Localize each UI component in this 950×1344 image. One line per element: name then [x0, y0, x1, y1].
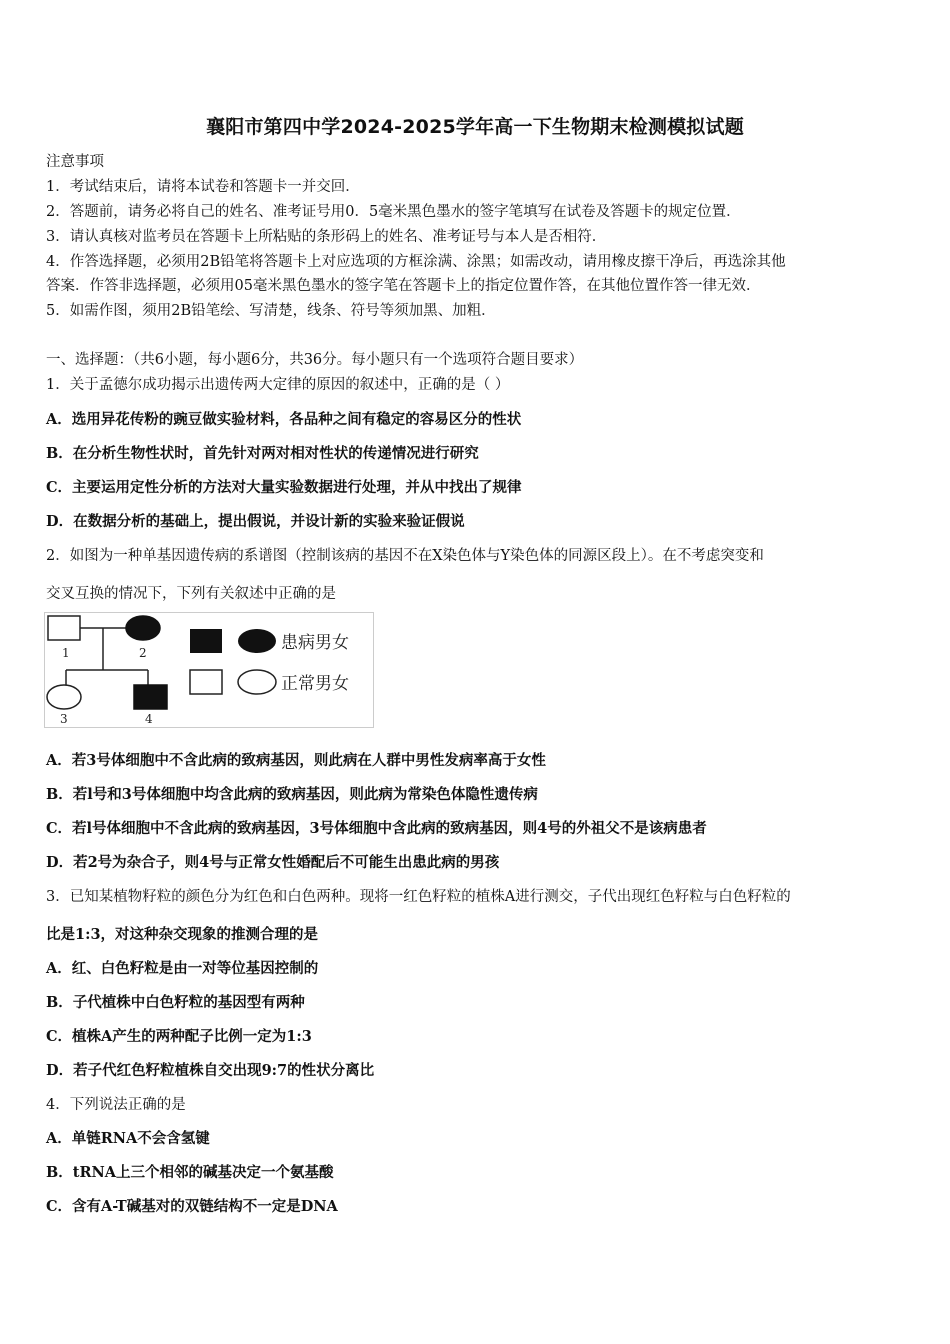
q1-option-c: C．主要运用定性分析的方法对大量实验数据进行处理，并从中找出了规律	[46, 479, 522, 496]
q1-stem: 1．关于孟德尔成功揭示出遗传两大定律的原因的叙述中，正确的是（ ）	[46, 377, 510, 393]
notice-heading: 注意事项	[46, 154, 104, 170]
legend-normal-female	[238, 670, 276, 694]
legend-affected-male	[190, 629, 222, 653]
q1-option-b: B．在分析生物性状时，首先针对两对相对性状的传递情况进行研究	[46, 445, 479, 462]
notice-item-2: 2．答题前，请务必将自己的姓名、准考证号用0．5毫米黑色墨水的签字笔填写在试卷及答题卡的规定位置．	[46, 204, 741, 220]
q2-option-d: D．若2号为杂合子，则4号与正常女性婚配后不可能生出患此病的男孩	[46, 854, 500, 871]
q1-option-a: A．选用异花传粉的豌豆做实验材料，各品种之间有稳定的容易区分的性状	[46, 411, 522, 428]
pedigree-figure	[44, 612, 374, 728]
q3-option-b: B．子代植株中白色籽粒的基因型有两种	[46, 994, 305, 1011]
individual-4-affected-male	[134, 685, 167, 709]
q2-option-c: C．若l号体细胞中不含此病的致病基因，3号体细胞中含此病的致病基因，则4号的外祖父不是该病患者	[46, 820, 707, 837]
legend-affected-label: 患病男女	[281, 633, 349, 653]
q3-stem-line1: 3．已知某植物籽粒的颜色分为红色和白色两种。现将一红色籽粒的植株A进行测交，子代出现红色籽粒与白色籽粒的	[46, 889, 791, 905]
individual-1-normal-male	[48, 616, 80, 640]
q3-stem-line2: 比是1:3，对这种杂交现象的推测合理的是	[46, 926, 319, 943]
q4-stem: 4．下列说法正确的是	[46, 1097, 186, 1113]
notice-item-3: 3．请认真核对监考员在答题卡上所粘贴的条形码上的姓名、准考证号与本人是否相符．	[46, 229, 607, 245]
legend-normal-label: 正常男女	[281, 674, 349, 694]
label-3: 3	[60, 712, 68, 726]
page-title: 襄阳市第四中学2024-2025学年高一下生物期末检测模拟试题	[206, 116, 744, 138]
q2-option-b: B．若l号和3号体细胞中均含此病的致病基因，则此病为常染色体隐性遗传病	[46, 786, 538, 803]
notice-item-5: 5．如需作图，须用2B铅笔绘、写清楚，线条、符号等须加黑、加粗．	[46, 303, 496, 319]
notice-item-1: 1．考试结束后，请将本试卷和答题卡一并交回．	[46, 179, 360, 195]
individual-3-normal-female	[47, 685, 81, 709]
q4-option-a: A．单链RNA不会含氢键	[46, 1130, 210, 1147]
q3-option-d: D．若子代红色籽粒植株自交出现9:7的性状分离比	[46, 1062, 375, 1079]
q1-option-d: D．在数据分析的基础上，提出假说，并设计新的实验来验证假说	[46, 513, 465, 530]
q2-stem-line1: 2．如图为一种单基因遗传病的系谱图（控制该病的基因不在X染色体与Y染色体的同源区段上）。在不考虑突变和	[46, 548, 764, 564]
legend-affected-female	[238, 629, 276, 653]
q2-option-a: A．若3号体细胞中不含此病的致病基因，则此病在人群中男性发病率高于女性	[46, 752, 546, 769]
q3-option-a: A．红、白色籽粒是由一对等位基因控制的	[46, 960, 319, 977]
q4-option-c: C．含有A-T碱基对的双链结构不一定是DNA	[46, 1198, 338, 1215]
individual-2-affected-female	[126, 616, 160, 640]
legend-normal-male	[190, 670, 222, 694]
label-4: 4	[145, 712, 153, 726]
q2-stem-line2: 交叉互换的情况下，下列有关叙述中正确的是	[46, 586, 336, 602]
section-heading: 一、选择题：（共6小题，每小题6分，共36分。每小题只有一个选项符合题目要求）	[46, 352, 584, 368]
notice-item-4: 4．作答选择题，必须用2B铅笔将答题卡上对应选项的方框涂满、涂黑；如需改动，请用橡皮擦干净后，再选涂其他	[46, 254, 786, 270]
q3-option-c: C．植株A产生的两种配子比例一定为1:3	[46, 1028, 312, 1045]
label-1: 1	[62, 646, 70, 660]
q4-option-b: B．tRNA上三个相邻的碱基决定一个氨基酸	[46, 1164, 334, 1181]
notice-item-4-cont: 答案．作答非选择题，必须用05毫米黑色墨水的签字笔在答题卡上的指定位置作答，在其他位置作答一律无效．	[46, 278, 761, 294]
label-2: 2	[139, 646, 147, 660]
